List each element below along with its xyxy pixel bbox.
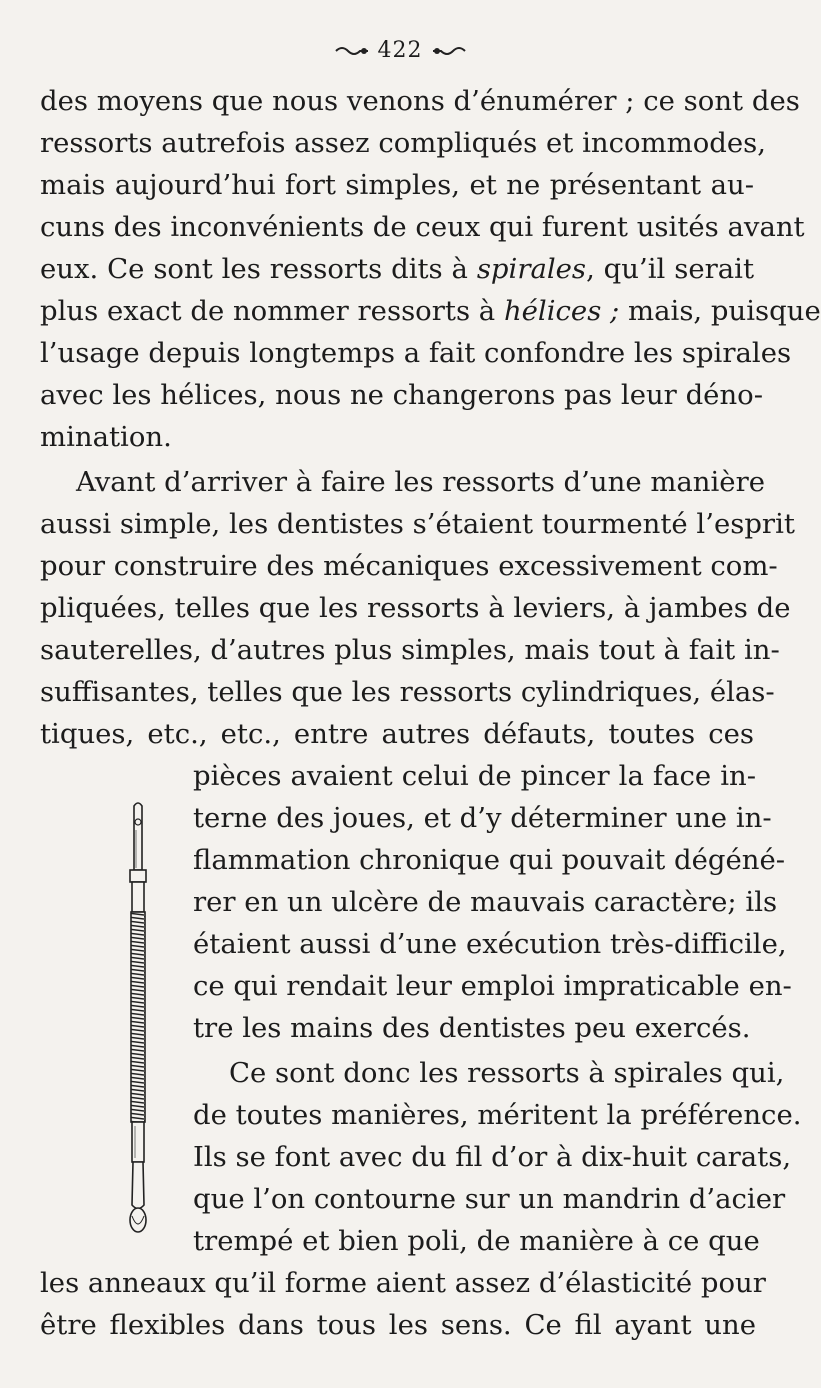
- text-line: être flexibles dans tous les sens. Ce fil ayant une: [40, 1309, 756, 1341]
- text-line: l’usage depuis longtemps a fait confondre les spirales: [40, 337, 792, 369]
- text-line: étaient aussi d’une exécution très-difficile,: [193, 928, 787, 960]
- text-line: rer en un ulcère de mauvais caractère; ils: [193, 886, 778, 918]
- text-segment: mais, puisque: [619, 295, 821, 327]
- text-line: tiques, etc., etc., entre autres défauts, toutes ces: [40, 718, 754, 750]
- italic-term: hélices ;: [503, 295, 620, 327]
- text-line: [40, 290, 821, 332]
- text-line: ressorts autrefois assez compliqués et incommodes,: [40, 127, 766, 159]
- text-line: pliquées, telles que les ressorts à leviers, à jambes de: [40, 592, 791, 624]
- italic-term: spirales: [476, 253, 587, 285]
- left-ornament-icon: [334, 44, 370, 58]
- text-line: aussi simple, les dentistes s’étaient tourmenté l’esprit: [40, 508, 795, 540]
- text-line: trempé et bien poli, de manière à ce que: [193, 1225, 760, 1257]
- dental-instrument-illustration: [120, 800, 170, 1240]
- text-line: tre les mains des dentistes peu exercés.: [193, 1012, 751, 1044]
- page-number: 422: [377, 38, 423, 63]
- text-line: Ce sont donc les ressorts à spirales qui,: [229, 1057, 785, 1089]
- text-line: mination.: [40, 421, 172, 453]
- text-segment: plus exact de nommer ressorts à: [40, 295, 504, 327]
- text-line: suffisantes, telles que les ressorts cylindriques, élas-: [40, 676, 775, 708]
- text-line: pour construire des mécaniques excessivement com-: [40, 550, 778, 582]
- text-segment: , qu’il serait: [586, 253, 754, 285]
- text-segment: eux. Ce sont les ressorts dits à: [40, 253, 477, 285]
- text-line: les anneaux qu’il forme aient assez d’élasticité pour: [40, 1267, 766, 1299]
- text-line: terne des joues, et d’y déterminer une in-: [193, 802, 772, 834]
- text-line: ce qui rendait leur emploi impraticable en-: [193, 970, 792, 1002]
- text-line: sauterelles, d’autres plus simples, mais tout à fait in-: [40, 634, 780, 666]
- text-line: de toutes manières, méritent la préférence.: [193, 1099, 802, 1131]
- text-line: Ils se font avec du fil d’or à dix-huit carats,: [193, 1141, 792, 1173]
- page-header: [0, 38, 800, 63]
- text-line: flammation chronique qui pouvait dégéné-: [193, 844, 786, 876]
- text-line: [40, 248, 754, 290]
- text-line: pièces avaient celui de pincer la face in-: [193, 760, 756, 792]
- text-line: des moyens que nous venons d’énumérer ; ce sont des: [40, 85, 800, 117]
- text-line: mais aujourd’hui fort simples, et ne présentant au-: [40, 169, 754, 201]
- text-line: Avant d’arriver à faire les ressorts d’une manière: [76, 466, 766, 498]
- right-ornament-icon: [431, 44, 467, 58]
- text-line: cuns des inconvénients de ceux qui furent usités avant: [40, 211, 805, 243]
- text-line: avec les hélices, nous ne changerons pas leur déno-: [40, 379, 764, 411]
- text-line: que l’on contourne sur un mandrin d’acier: [193, 1183, 786, 1215]
